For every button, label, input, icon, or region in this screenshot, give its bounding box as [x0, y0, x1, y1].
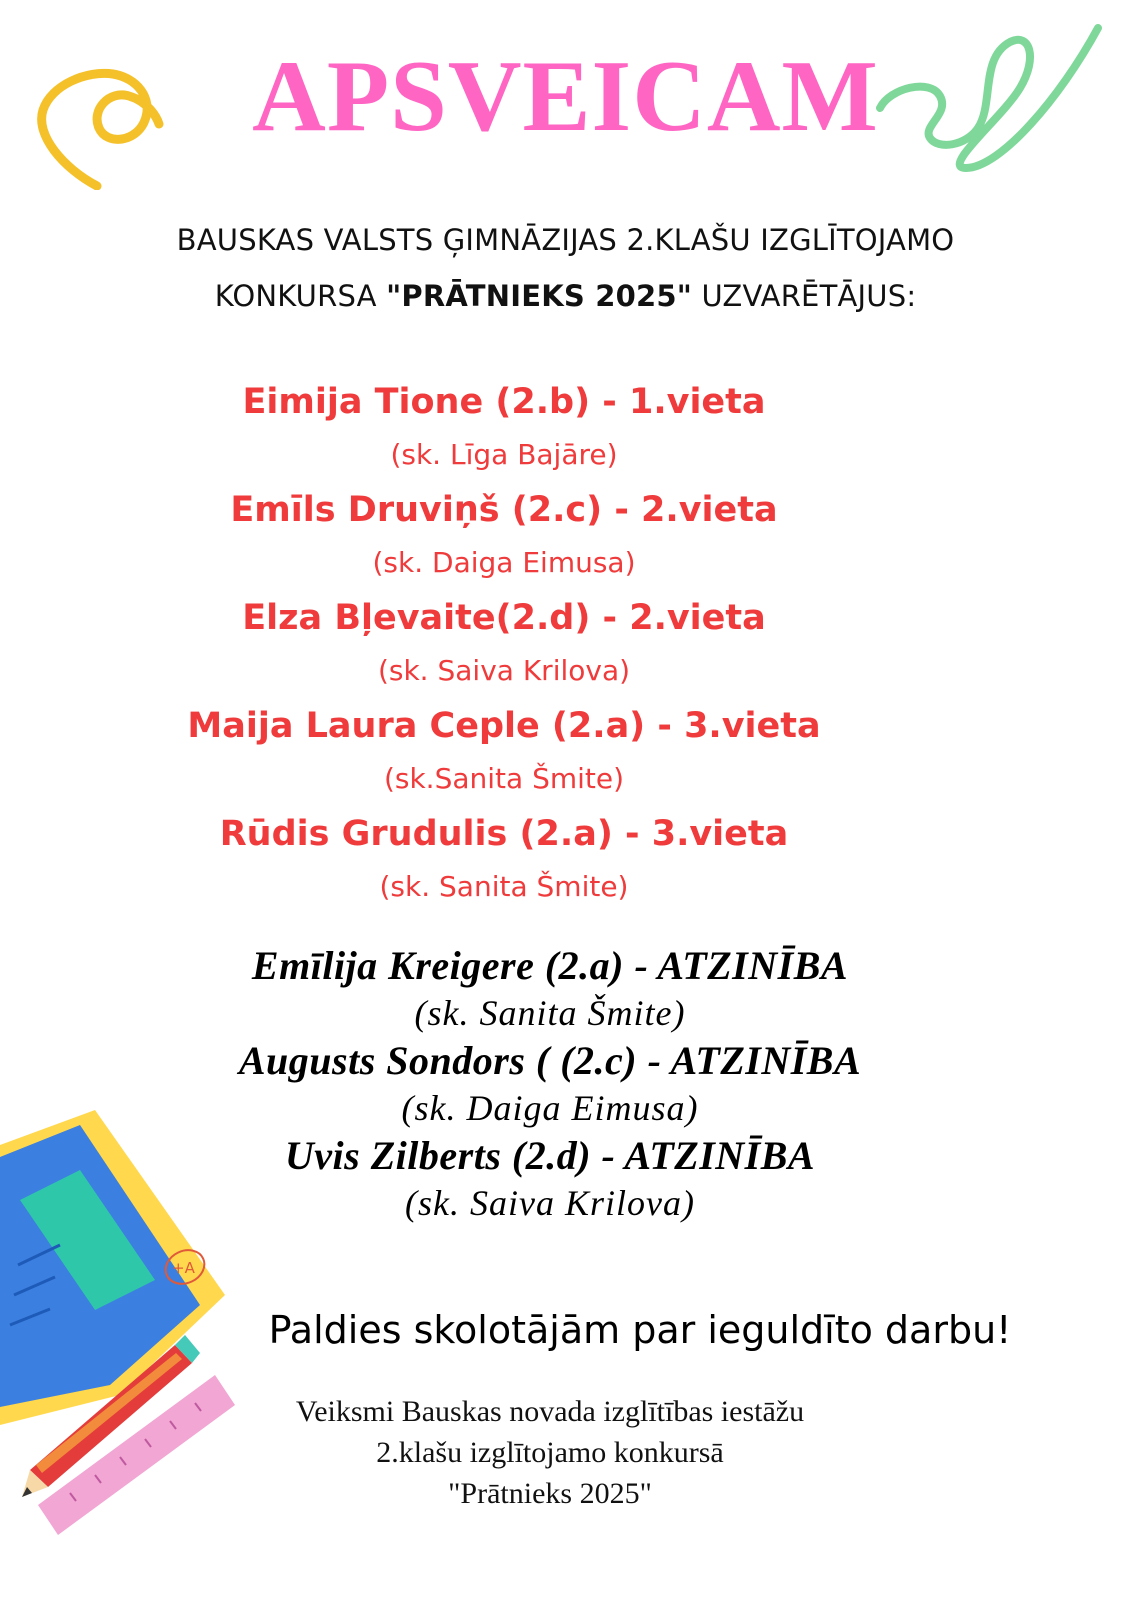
honor-teacher: (sk. Saiva Krilova): [405, 1183, 695, 1223]
winner-name: Eimija Tione (2.b) - 1.vieta: [242, 382, 766, 422]
intro-line-2-post: UZVARĒTĀJUS:: [692, 279, 917, 313]
notebook-icon: [0, 1110, 225, 1425]
footer-line-2: 2.klašu izglītojamo konkursā: [376, 1436, 724, 1469]
intro-line-1: BAUSKAS VALSTS ĢIMNĀZIJAS 2.KLAŠU IZGLĪTOJAMO: [176, 223, 955, 257]
intro-line-2-pre: KONKURSA: [214, 279, 387, 313]
winner-teacher: (sk. Sanita Šmite): [379, 870, 629, 903]
book-stamp: +A: [172, 1259, 195, 1277]
honor-name: Uvis Zilberts (2.d) - ATZINĪBA: [284, 1133, 816, 1178]
winner-name: Rūdis Grudulis (2.a) - 3.vieta: [219, 814, 789, 854]
winner-teacher: (sk. Līga Bajāre): [390, 438, 618, 471]
winner-teacher: (sk. Daiga Eimusa): [372, 546, 636, 579]
winner-name: Maija Laura Ceple (2.a) - 3.vieta: [187, 706, 821, 746]
footer-line-3: "Prātnieks 2025": [448, 1477, 652, 1510]
honor-teacher: (sk. Sanita Šmite): [414, 993, 686, 1033]
thanks-message: Paldies skolotājām par ieguldīto darbu!: [268, 1308, 1012, 1352]
honor-teacher: (sk. Daiga Eimusa): [401, 1088, 699, 1128]
winner-name: Emīls Druviņš (2.c) - 2.vieta: [230, 490, 778, 530]
footer-line-1: Veiksmi Bauskas novada izglītības iestāžu: [295, 1395, 805, 1428]
intro-line-2: [0, 276, 1131, 316]
winner-teacher: (sk.Sanita Šmite): [383, 762, 625, 795]
page-title: APSVEICAM: [252, 40, 879, 153]
honor-name: Augusts Sondors ( (2.c) - ATZINĪBA: [238, 1038, 862, 1083]
contest-name: "PRĀTNIEKS 2025": [386, 279, 693, 313]
winner-name: Elza Bļevaite(2.d) - 2.vieta: [242, 598, 766, 638]
winner-teacher: (sk. Saiva Krilova): [377, 654, 631, 687]
honor-name: Emīlija Kreigere (2.a) - ATZINĪBA: [251, 943, 849, 988]
